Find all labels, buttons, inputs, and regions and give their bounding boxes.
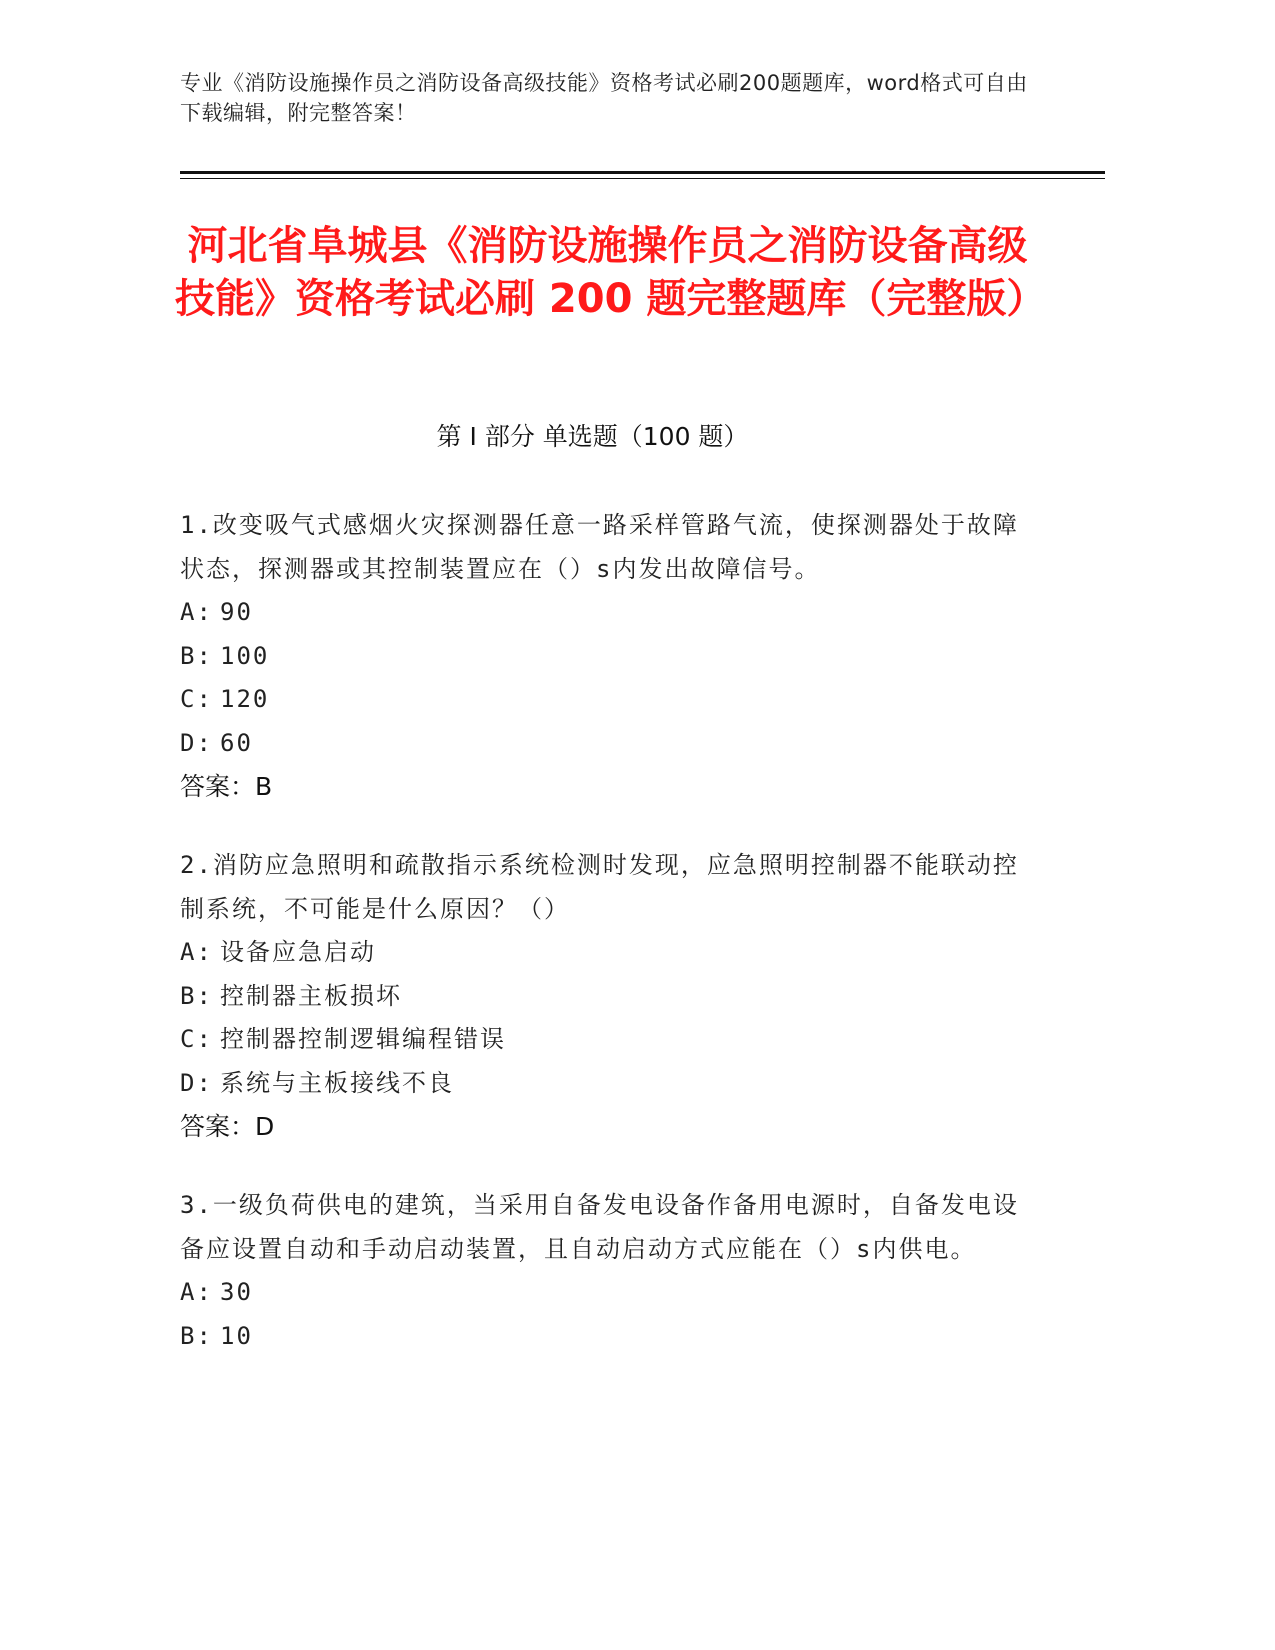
- option-b: [180, 635, 1040, 679]
- answer: 答案：B: [180, 772, 273, 801]
- option-a: [180, 1271, 1040, 1315]
- question-text: 1.改变吸气式感烟火灾探测器任意一路采样管路气流，使探测器处于故障状态，探测器或其控制装置应在（）s内发出故障信号。: [180, 511, 1019, 583]
- option-c: [180, 678, 1040, 722]
- option-value: 120: [220, 685, 270, 713]
- option-value: 10: [220, 1321, 253, 1350]
- option-value: 设备应急启动: [220, 938, 376, 966]
- option-value: 控制器主板损坏: [220, 981, 402, 1010]
- question-list: [180, 503, 1040, 1392]
- option-a: [180, 591, 1040, 635]
- option-key: A:: [180, 938, 213, 966]
- option-key: C:: [180, 1025, 213, 1053]
- header-note: 专业《消防设施操作员之消防设备高级技能》资格考试必刷200题题库，word格式可自由下载编辑，附完整答案！: [180, 71, 1028, 125]
- option-key: D:: [180, 1068, 213, 1097]
- question-text: 2.消防应急照明和疏散指示系统检测时发现，应急照明控制器不能联动控制系统，不可能是什么原因？（）: [180, 851, 1019, 923]
- option-value: 系统与主板接线不良: [220, 1068, 454, 1097]
- option-key: B:: [180, 641, 213, 670]
- answer: 答案：D: [180, 1112, 275, 1141]
- document-title: 河北省阜城县《消防设施操作员之消防设备高级技能》资格考试必刷 200 题完整题库（完整版）: [175, 223, 1047, 322]
- option-value: 30: [220, 1278, 253, 1306]
- option-key: A:: [180, 598, 213, 626]
- section-title: 第 I 部分 单选题（100 题）: [436, 422, 749, 451]
- option-b: [180, 975, 1040, 1019]
- option-d: [180, 722, 1040, 766]
- option-value: 控制器控制逻辑编程错误: [220, 1025, 506, 1053]
- question-text: 3.一级负荷供电的建筑，当采用自备发电设备作备用电源时，自备发电设备应设置自动和手动启动装置，且自动启动方式应能在（）s内供电。: [180, 1191, 1019, 1263]
- option-b: [180, 1315, 1040, 1359]
- option-c: [180, 1018, 1040, 1062]
- header-rule-thick: [180, 171, 1105, 174]
- option-key: D:: [180, 728, 213, 757]
- option-key: A:: [180, 1278, 213, 1306]
- option-key: B:: [180, 981, 213, 1010]
- option-value: 90: [220, 598, 253, 626]
- option-key: C:: [180, 685, 213, 713]
- header-rule-thin: [180, 178, 1105, 179]
- question-2: [180, 843, 1040, 1149]
- option-value: 100: [220, 641, 270, 670]
- question-3: [180, 1183, 1040, 1358]
- option-key: B:: [180, 1321, 213, 1350]
- question-1: [180, 503, 1040, 809]
- option-d: [180, 1062, 1040, 1106]
- option-value: 60: [220, 728, 253, 757]
- option-a: [180, 931, 1040, 975]
